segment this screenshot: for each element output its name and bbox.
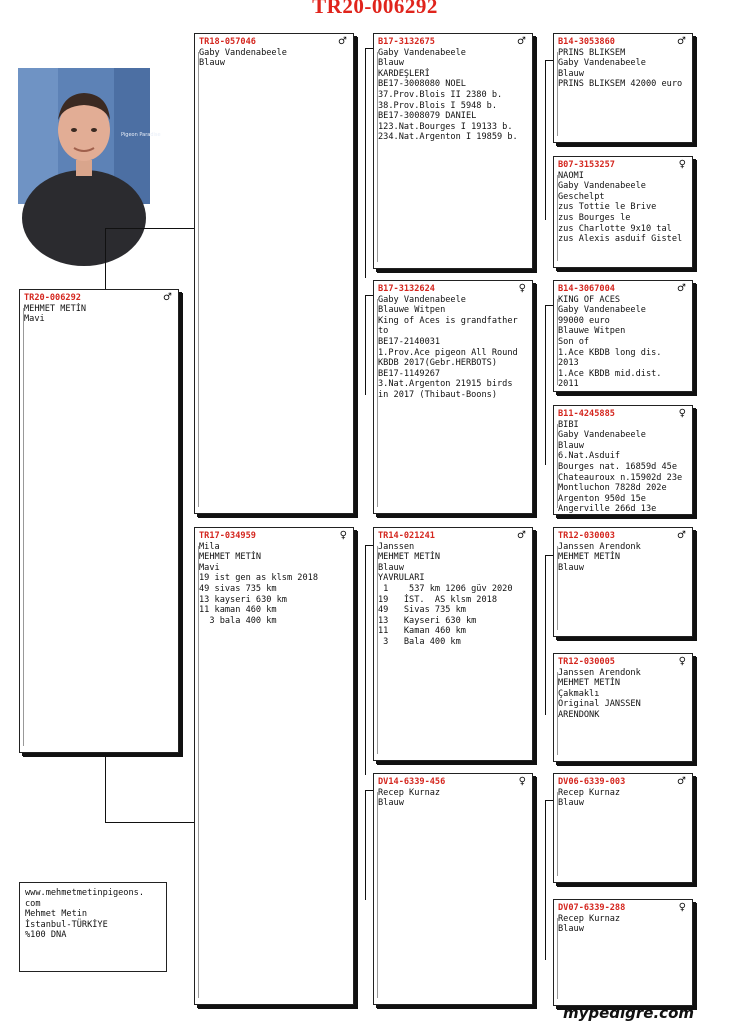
detail-line: 37.Prov.Blois II 2380 b. xyxy=(378,89,503,100)
ring-number: DV06-6339-003 xyxy=(558,777,626,787)
detail-line: BIBI xyxy=(558,419,579,430)
ring-number: TR14-021241 xyxy=(378,531,435,541)
detail-line: Montluchon 7828d 202e xyxy=(558,483,667,494)
detail-line: Gaby Vandenabeele xyxy=(378,47,466,58)
connector-line xyxy=(545,555,546,715)
card-details xyxy=(24,304,174,325)
ring-number: B07-3153257 xyxy=(558,160,615,170)
detail-line: Son of xyxy=(558,336,590,347)
card-details xyxy=(558,171,688,245)
pedigree-card-ddd[interactable] xyxy=(553,899,693,1006)
ring-number: DV07-6339-288 xyxy=(558,903,626,913)
card-details xyxy=(558,668,688,721)
connector-line xyxy=(365,48,366,278)
pedigree-card-dam[interactable] xyxy=(194,527,354,1005)
detail-line: 1.Prov.Ace pigeon All Round xyxy=(378,347,518,358)
detail-line: zus Bourges le xyxy=(558,212,631,223)
detail-line: KBDB 2017(Gebr.HERBOTS) xyxy=(378,358,497,369)
ring-number: B14-3053860 xyxy=(558,37,615,47)
detail-line: King of Aces is grandfather xyxy=(378,315,518,326)
breeder-info-box xyxy=(19,882,167,972)
pedigree-card-sire-sire[interactable] xyxy=(373,33,533,269)
detail-line: BE17-1149267 xyxy=(378,368,441,379)
detail-line: İstanbul-TÜRKİYE xyxy=(25,919,108,930)
ring-number: TR17-034959 xyxy=(199,531,256,541)
connector-line xyxy=(365,295,366,395)
card-details xyxy=(558,295,688,390)
detail-line: to xyxy=(378,326,389,337)
detail-line: MEHMET METİN xyxy=(24,303,87,314)
card-details xyxy=(378,48,528,143)
detail-line: Çakmaklı xyxy=(558,688,600,699)
connector-line xyxy=(105,752,106,822)
detail-line: Gaby Vandenabeele xyxy=(378,294,466,305)
male-sex-icon: ♂ xyxy=(677,283,686,294)
male-sex-icon: ♂ xyxy=(517,36,526,47)
detail-line: Recep Kurnaz xyxy=(378,787,441,798)
detail-line: Blauwe Witpen xyxy=(378,305,446,316)
detail-line: 2013 xyxy=(558,358,579,369)
detail-line: Mavi xyxy=(24,314,45,325)
detail-line: BE17-3008080 NOEL xyxy=(378,79,466,90)
detail-line: Original JANSSEN xyxy=(558,699,641,710)
detail-line: 19 ist gen as klsm 2018 xyxy=(199,573,318,584)
male-sex-icon: ♂ xyxy=(677,776,686,787)
detail-line: Gaby Vandenabeele xyxy=(558,305,646,316)
detail-line: 49 sivas 735 km xyxy=(199,583,277,594)
detail-line: Blauw xyxy=(378,798,404,809)
pedigree-card-dam-sire[interactable] xyxy=(373,527,533,761)
detail-line: Argenton 950d 15e xyxy=(558,493,646,504)
pedigree-title: TR20-006292 xyxy=(312,0,438,18)
detail-line: zus Tottie le Brive xyxy=(558,202,657,213)
detail-line: 13 kayseri 630 km xyxy=(199,594,287,605)
detail-line: Mavi xyxy=(199,562,220,573)
detail-line: 234.Nat.Argenton I 19859 b. xyxy=(378,132,518,143)
pedigree-card-sire-dam[interactable] xyxy=(373,280,533,514)
pedigree-card-dds[interactable] xyxy=(553,773,693,883)
detail-line: Janssen Arendonk xyxy=(558,541,641,552)
detail-line: zus Alexis asduif Gistel xyxy=(558,234,683,245)
female-sex-icon: ♀ xyxy=(678,159,686,170)
detail-line: 38.Prov.Blois I 5948 b. xyxy=(378,100,497,111)
ring-number: B11-4245885 xyxy=(558,409,615,419)
ring-number: TR12-030003 xyxy=(558,531,615,541)
detail-line: MEHMET METİN xyxy=(558,678,621,689)
detail-line: 1 537 km 1206 güv 2020 xyxy=(378,583,513,594)
connector-line xyxy=(545,305,546,465)
detail-line: Blauw xyxy=(558,924,584,935)
detail-line: Chateauroux n.15902d 23e xyxy=(558,472,683,483)
detail-line: NAOMI xyxy=(558,170,584,181)
detail-line: MEHMET METİN xyxy=(558,552,621,563)
detail-line: in 2017 (Thibaut-Boons) xyxy=(378,389,497,400)
card-details xyxy=(25,888,161,941)
male-sex-icon: ♂ xyxy=(338,36,347,47)
detail-line: 49 Sivas 735 km xyxy=(378,605,466,616)
detail-line: Blauw xyxy=(558,440,584,451)
pedigree-card-ssd[interactable] xyxy=(553,156,693,268)
male-sex-icon: ♂ xyxy=(163,292,172,303)
detail-line: MEHMET METİN xyxy=(378,552,441,563)
owner-portrait-image xyxy=(18,68,161,204)
card-details xyxy=(558,48,688,90)
detail-line: 3.Nat.Argenton 21915 birds xyxy=(378,379,513,390)
pedigree-card-sss[interactable] xyxy=(553,33,693,143)
female-sex-icon: ♀ xyxy=(678,656,686,667)
card-details xyxy=(558,420,688,515)
ring-number: B17-3132624 xyxy=(378,284,435,294)
banner-text: Pigeon Paradise xyxy=(121,132,161,138)
pedigree-card-dam-dam[interactable] xyxy=(373,773,533,1005)
detail-line: www.mehmetmetinpigeons. xyxy=(25,888,144,898)
connector-line xyxy=(545,800,546,960)
female-sex-icon: ♀ xyxy=(678,902,686,913)
pedigree-card-subject[interactable] xyxy=(19,289,179,753)
pedigree-card-dsd[interactable] xyxy=(553,653,693,762)
detail-line: 99000 euro xyxy=(558,315,610,326)
detail-line: zus Charlotte 9x10 tal xyxy=(558,223,672,234)
male-sex-icon: ♂ xyxy=(677,530,686,541)
detail-line: ARENDONK xyxy=(558,709,600,720)
card-details xyxy=(199,542,349,627)
ring-number: TR20-006292 xyxy=(24,293,81,303)
female-sex-icon: ♀ xyxy=(518,776,526,787)
detail-line: 3 Bala 400 km xyxy=(378,636,461,647)
detail-line: Recep Kurnaz xyxy=(558,787,621,798)
male-sex-icon: ♂ xyxy=(517,530,526,541)
detail-line: 6.Nat.Asduif xyxy=(558,451,621,462)
detail-line: Gaby Vandenabeele xyxy=(558,430,646,441)
detail-line: BE17-3008079 DANIEL xyxy=(378,111,477,122)
detail-line: Recep Kurnaz xyxy=(558,913,621,924)
owner-photo xyxy=(18,68,161,204)
female-sex-icon: ♀ xyxy=(518,283,526,294)
detail-line: Blauw xyxy=(378,58,404,69)
detail-line: YAVRULARI xyxy=(378,573,425,584)
male-sex-icon: ♂ xyxy=(677,36,686,47)
pedigree-card-sire[interactable] xyxy=(194,33,354,514)
card-details xyxy=(378,542,528,648)
detail-line: KARDEŞLERİ xyxy=(378,68,430,79)
card-details xyxy=(199,48,349,69)
female-sex-icon: ♀ xyxy=(339,530,347,541)
detail-line: Gaby Vandenabeele xyxy=(558,181,646,192)
pedigree-card-sdd[interactable] xyxy=(553,405,693,515)
connector-line xyxy=(365,545,366,775)
ring-number: TR18-057046 xyxy=(199,37,256,47)
detail-line: Geschelpt xyxy=(558,191,605,202)
connector-line xyxy=(105,822,195,823)
detail-line: Blauw xyxy=(558,562,584,573)
detail-line: 11 Kaman 460 km xyxy=(378,626,466,637)
ring-number: DV14-6339-456 xyxy=(378,777,446,787)
detail-line: Blauw xyxy=(378,562,404,573)
detail-line: Blauw xyxy=(558,798,584,809)
pedigree-card-sds[interactable] xyxy=(553,280,693,392)
detail-line: PRINS BLIKSEM xyxy=(558,47,626,58)
card-details xyxy=(558,542,688,574)
detail-line: Mehmet Metin xyxy=(25,909,88,920)
female-sex-icon: ♀ xyxy=(678,408,686,419)
detail-line: BE17-2140031 xyxy=(378,336,441,347)
detail-line: Blauwe Witpen xyxy=(558,326,626,337)
detail-line: Janssen Arendonk xyxy=(558,667,641,678)
detail-line: KING OF ACES xyxy=(558,294,621,305)
detail-line: Gaby Vandenabeele xyxy=(558,58,646,69)
detail-line: Blauw xyxy=(199,58,225,69)
card-details xyxy=(378,788,528,809)
connector-line xyxy=(105,228,195,229)
detail-line: PRINS BLIKSEM 42000 euro xyxy=(558,79,683,90)
detail-line: Mila xyxy=(199,541,220,552)
card-details xyxy=(558,788,688,809)
detail-line: Bourges nat. 16859d 45e xyxy=(558,461,677,472)
detail-line: 1.Ace KBDB long dis. xyxy=(558,347,662,358)
connector-line xyxy=(105,228,106,294)
connector-line xyxy=(545,60,546,220)
card-details xyxy=(558,914,688,935)
detail-line: Gaby Vandenabeele xyxy=(199,47,287,58)
detail-line: com xyxy=(25,898,41,909)
card-details xyxy=(378,295,528,401)
detail-line: Blauw xyxy=(558,68,584,79)
detail-line: 3 bala 400 km xyxy=(199,615,277,626)
detail-line: 123.Nat.Bourges I 19133 b. xyxy=(378,121,513,132)
detail-line: 19 İST. AS klsm 2018 xyxy=(378,594,497,605)
connector-line xyxy=(365,790,366,900)
detail-line: Angerville 266d 13e xyxy=(558,504,657,515)
detail-line: %100 DNA xyxy=(25,930,67,941)
detail-line: 11 kaman 460 km xyxy=(199,605,277,616)
ring-number: B14-3067004 xyxy=(558,284,615,294)
ring-number: TR12-030005 xyxy=(558,657,615,667)
site-footer-logo[interactable]: mypedigre.com xyxy=(562,1004,694,1022)
detail-line: 2011 xyxy=(558,379,579,390)
detail-line: 1.Ace KBDB mid.dist. xyxy=(558,368,662,379)
ring-number: B17-3132675 xyxy=(378,37,435,47)
pedigree-card-dss[interactable] xyxy=(553,527,693,637)
detail-line: Janssen xyxy=(378,541,415,552)
detail-line: 13 Kayseri 630 km xyxy=(378,615,477,626)
detail-line: MEHMET METİN xyxy=(199,552,262,563)
